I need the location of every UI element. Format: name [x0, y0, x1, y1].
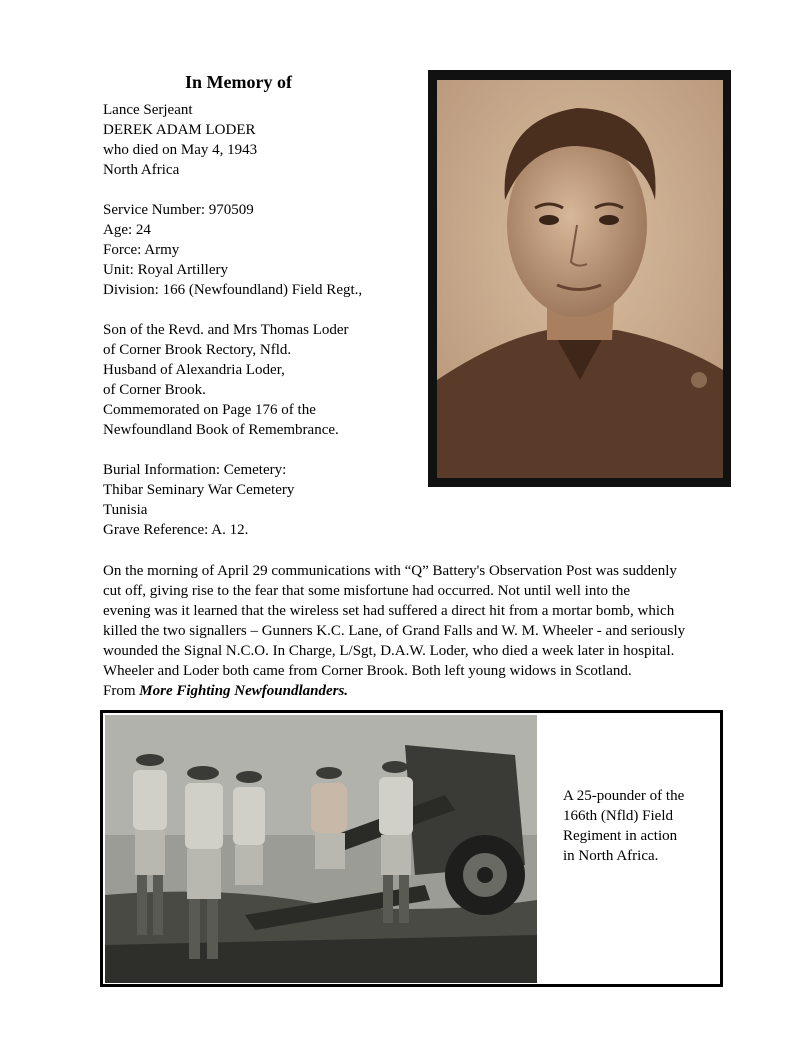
burial-line: Burial Information: Cemetery: [103, 462, 287, 478]
memorial-details [103, 100, 362, 540]
age: Age: 24 [103, 222, 151, 238]
family-line: Son of the Revd. and Mrs Thomas Loder [103, 322, 349, 338]
narrative-line: evening was it learned that the wireless set had suffered a direct hit from a mortar bomb, which [103, 603, 675, 619]
rank: Lance Serjeant [103, 102, 193, 118]
service-number: Service Number: 970509 [103, 202, 254, 218]
caption-line: Regiment in action [563, 828, 678, 844]
narrative-line: wounded the Signal N.C.O. In Charge, L/Sgt, D.A.W. Loder, who died a week later in hospital. [103, 643, 675, 659]
caption-line: A 25-pounder of the [563, 788, 685, 804]
full-name: DEREK ADAM LODER [103, 122, 256, 138]
family-line: of Corner Brook Rectory, Nfld. [103, 342, 292, 358]
family-line: of Corner Brook. [103, 382, 206, 398]
force: Force: Army [103, 242, 180, 258]
burial-line: Thibar Seminary War Cemetery [103, 482, 295, 498]
caption-line: in North Africa. [563, 848, 659, 864]
source-prefix: From [103, 683, 140, 699]
caption-line: 166th (Nfld) Field [563, 808, 673, 824]
artillery-photo [105, 715, 537, 983]
narrative-text [103, 561, 763, 701]
division: Division: 166 (Newfoundland) Field Regt., [103, 282, 363, 298]
family-line: Newfoundland Book of Remembrance. [103, 422, 339, 438]
narrative-line: Wheeler and Loder both came from Corner Brook. Both left young widows in Scotland. [103, 663, 632, 679]
narrative-line: killed the two signallers – Gunners K.C. Lane, of Grand Falls and W. M. Wheeler - and seriously [103, 623, 686, 639]
family-line: Husband of Alexandria Loder, [103, 362, 285, 378]
death-date: who died on May 4, 1943 [103, 142, 258, 158]
burial-line: Grave Reference: A. 12. [103, 522, 249, 538]
family-line: Commemorated on Page 176 of the [103, 402, 316, 418]
burial-line: Tunisia [103, 502, 148, 518]
narrative-line: On the morning of April 29 communications with “Q” Battery's Observation Post was suddenly [103, 563, 677, 579]
page-title: In Memory of [185, 72, 292, 92]
photo-caption [563, 786, 684, 866]
source-title: More Fighting Newfoundlanders. [139, 683, 349, 699]
artillery-photo-box [100, 710, 723, 987]
narrative-line: cut off, giving rise to the fear that some misfortune had occurred. Not until well into the [103, 583, 631, 599]
source-line [103, 681, 763, 701]
portrait-image [437, 80, 723, 478]
portrait-photo [428, 70, 731, 487]
death-place: North Africa [103, 162, 180, 178]
unit: Unit: Royal Artillery [103, 262, 228, 278]
